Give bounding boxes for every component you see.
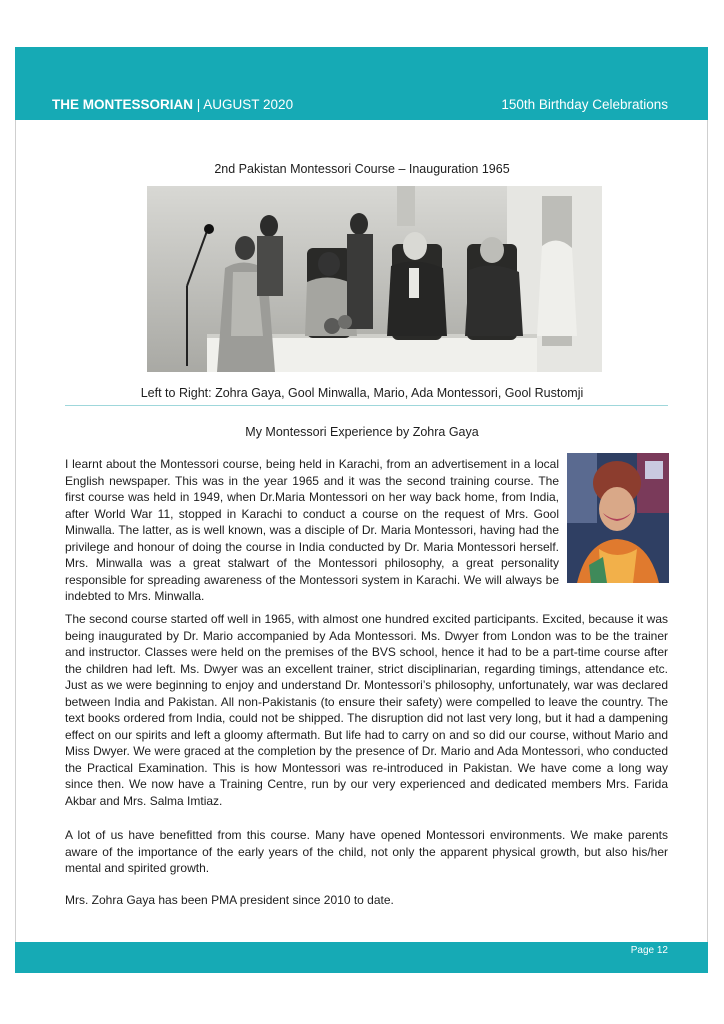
section-divider <box>65 405 668 406</box>
article-paragraph-3: A lot of us have benefitted from this course. Many have opened Montessori environments. We make parents aware of the importance of the early years of the child, not only the apparent physical growth, but also his/her mental and spirited growth. <box>65 828 668 875</box>
photo-title: 2nd Pakistan Montessori Course – Inauguration 1965 <box>214 162 510 176</box>
photo-caption: Left to Right: Zohra Gaya, Gool Minwalla, Mario, Ada Montessori, Gool Rustomji <box>140 386 584 400</box>
header-separator: | <box>193 97 204 112</box>
article-paragraph-1: I learnt about the Montessori course, being held in Karachi, from an advertisement in a local English newspaper. This was in the year 1965 and it was the second training course. The first course was held in 1949, when Dr.Maria Montessori on her way back home, from India, after World War 11, stopped in Karachi to conduct a course on the request of Mrs. Gool Minwalla. The latter, as is well known, was a disciple of Dr. Maria Montessori, having had the privilege and honour of doing the course in India conducted by Dr. Maria Montessori herself. Mrs. Minwalla was a great stalwart of the Montessori philosophy, a great personality responsible for spreading awareness of the Montessori system in Karachi. We will always be indebted to Mrs. Minwalla. <box>65 457 559 603</box>
publication-name: THE MONTESSORIAN <box>52 97 194 112</box>
article-paragraph-2: The second course started off well in 1965, with almost one hundred excited participants. Excited, because it was being inaugurated by Dr. Mario accompanied by Ada Montessori. Ms. Dwyer from London was to be the trainer and instructor. Classes were held on the premises of the BVS school, hence it had to be a part-time course after the children had left. Ms. Dwyer was an excellent trainer, strict disciplinarian, regarding timings, attendance etc. Just as we were beginning to enjoy and understand Dr. Montessori’s philosophy, unfortunately, war was declared between India and Pakistan. All non-Pakistanis (to ensure their safety) were compelled to leave the country. The text books ordered from India, could not be shipped. The disruption did not last very long, but it had a dampening effect on our spirits and left a gloomy aftermath. But life had to carry on and so did our course, without Mario and Miss Dwyer. We were graced at the completion by the presence of Dr. Mario and Ada Montessori, who conducted the Practical Examination. This is how Montessori was re-introduced in Pakistan. We have come a long way since then. We now have a Training Centre, run by our very experienced and dedicated members Mrs. Farida Akbar and Mrs. Salma Imtiaz. <box>65 612 668 808</box>
issue-date: AUGUST 2020 <box>203 97 294 112</box>
header-title <box>52 97 293 112</box>
section-title: 150th Birthday Celebrations <box>501 97 668 112</box>
inauguration-photo <box>147 186 602 372</box>
author-portrait <box>567 453 669 583</box>
article-title: My Montessori Experience by Zohra Gaya <box>245 425 479 439</box>
article-paragraph-4: Mrs. Zohra Gaya has been PMA president since 2010 to date. <box>65 893 394 907</box>
footer-band <box>15 942 708 973</box>
page-number: Page 12 <box>630 945 668 956</box>
